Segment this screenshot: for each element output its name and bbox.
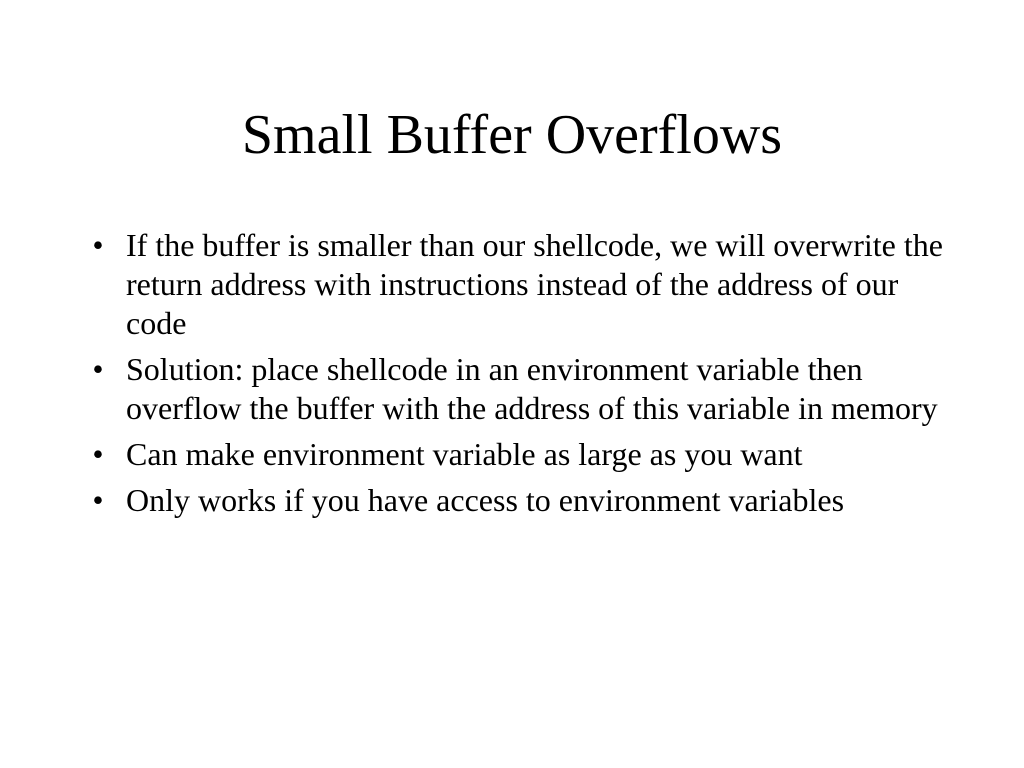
bullet-item	[86, 481, 946, 520]
bullet-marker: •	[92, 351, 104, 387]
bullet-item	[86, 435, 946, 474]
bullet-item	[86, 350, 946, 428]
bullet-list	[86, 226, 946, 527]
bullet-text: Only works if you have access to environment variables	[126, 482, 845, 518]
bullet-text: If the buffer is smaller than our shellcode, we will overwrite the return address with instructions instead of the address of our code	[126, 227, 943, 341]
bullet-text: Solution: place shellcode in an environment variable then overflow the buffer with the address of this variable in memory	[126, 351, 938, 426]
bullet-marker: •	[92, 227, 104, 263]
bullet-item	[86, 226, 946, 343]
slide-title: Small Buffer Overflows	[241, 104, 783, 166]
bullet-text: Can make environment variable as large as you want	[126, 436, 803, 472]
bullet-marker: •	[92, 482, 104, 518]
bullet-marker: •	[92, 436, 104, 472]
